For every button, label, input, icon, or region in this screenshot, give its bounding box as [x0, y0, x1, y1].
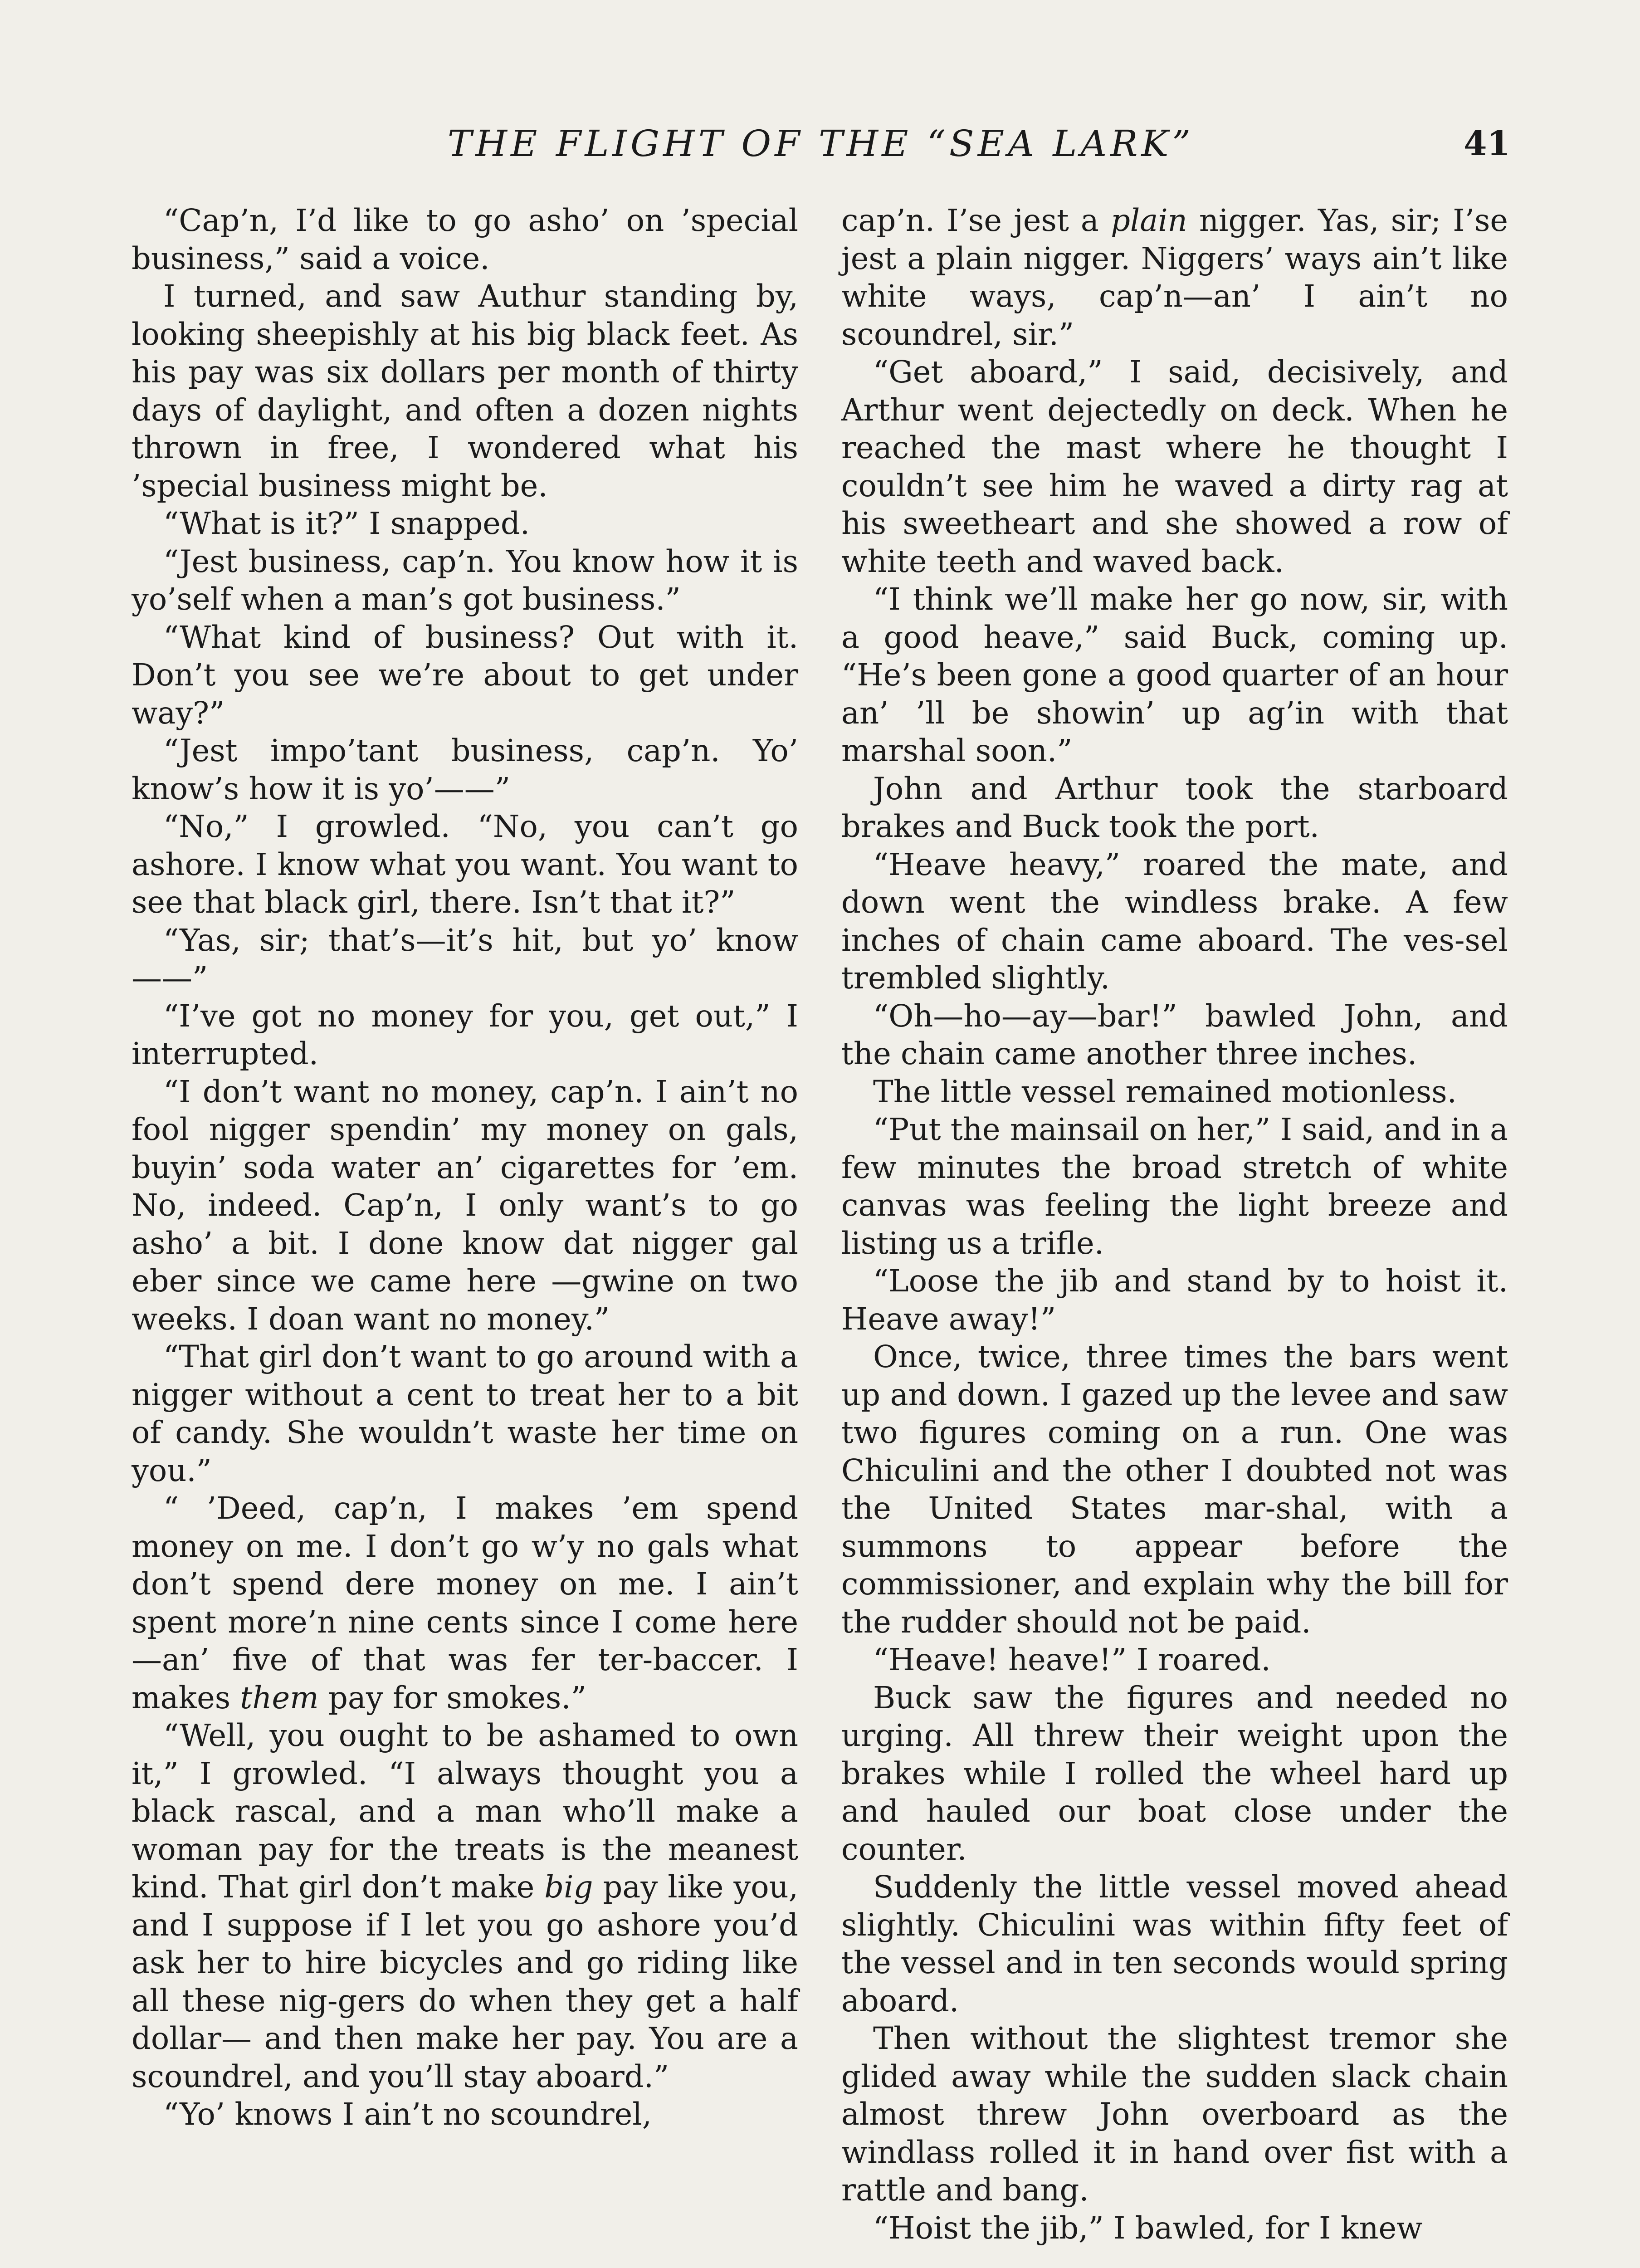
- running-header: [132, 119, 1510, 169]
- paragraph: “Cap’n, I’d like to go asho’ on ’special business,” said a voice.: [132, 203, 798, 276]
- page-number: 41: [1464, 124, 1510, 163]
- right-text-column: [841, 202, 1508, 2247]
- paragraph: “Heave heavy,” roared the mate, and down went the windless brake. A few inches of chain came aboard. The ves-sel trembled slightly.: [841, 846, 1508, 996]
- paragraph: “Yas, sir; that’s—it’s hit, but yo’ know——”: [132, 922, 798, 996]
- paragraph: “Heave! heave!” I roared.: [873, 1642, 1271, 1677]
- paragraph: “I don’t want no money, cap’n. I ain’t no fool nigger spendin’ my money on gals, buyin’ soda water an’ cigarettes for ’em. No, indeed. Cap’n, I only want’s to go asho’ a bit. I done know dat nigger gal eber since we came here —gwine on two weeks. I doan want no money.”: [132, 1074, 798, 1337]
- paragraph: “I’ve got no money for you, get out,” I interrupted.: [132, 998, 798, 1071]
- paragraph: “Jest business, cap’n. You know how it is yo’self when a man’s got business.”: [132, 543, 798, 617]
- paragraph: cap’n. I’se jest a plain nigger. Yas, sir; I’se jest a plain nigger. Niggers’ ways ain’t like white ways, cap’n—an’ I ain’t no scoundrel, sir.”: [841, 203, 1508, 352]
- paragraph: “Oh—ho—ay—bar!” bawled John, and the chain came another three inches.: [841, 998, 1508, 1071]
- paragraph: “What kind of business? Out with it. Don’t you see we’re about to get under way?”: [132, 619, 798, 731]
- paragraph: “No,” I growled. “No, you can’t go ashore. I know what you want. You want to see that black girl, there. Isn’t that it?”: [132, 809, 798, 920]
- running-title: THE FLIGHT OF THE “SEA LARK”: [447, 122, 1195, 165]
- paragraph: “What is it?” I snapped.: [163, 506, 530, 541]
- paragraph: “Hoist the jib,” I bawled, for I knew: [873, 2210, 1423, 2246]
- paragraph: “ ’Deed, cap’n, I makes ’em spend money on me. I don’t go w’y no gals what don’t spend dere money on me. I ain’t spent more’n nine cents since I come here—an’ five of that was fer ter-baccer. I makes them pay for smokes.”: [132, 1491, 798, 1716]
- paragraph: The little vessel remained motionless.: [873, 1074, 1457, 1110]
- paragraph: Then without the slightest tremor she glided away while the sudden slack chain almost threw John overboard as the windlass rolled it in hand over fist with a rattle and bang.: [841, 2021, 1508, 2208]
- paragraph: I turned, and saw Authur standing by, looking sheepishly at his big black feet. As his pay was six dollars per month of thirty days of daylight, and often a dozen nights thrown in free, I wondered what his ’special business might be.: [132, 279, 798, 503]
- paragraph: Once, twice, three times the bars went up and down. I gazed up the levee and saw two figures coming on a run. One was Chiculini and the other I doubted not was the United States mar-shal, with a summons to appear before the commissioner, and explain why the bill for the rudder should not be paid.: [841, 1339, 1508, 1640]
- paragraph: “Well, you ought to be ashamed to own it,” I growled. “I always thought you a black rascal, and a man who’ll make a woman pay for the treats is the meanest kind. That girl don’t make big pay like you, and I suppose if I let you go ashore you’d ask her to hire bicycles and go riding like all these nig-gers do when they get a half dollar— and then make her pay. You are a scoundrel, and you’ll stay aboard.”: [132, 1718, 798, 2094]
- paragraph: “Yo’ knows I ain’t no scoundrel,: [163, 2097, 652, 2132]
- left-text-column: [132, 202, 798, 2134]
- paragraph: “Put the mainsail on her,” I said, and in a few minutes the broad stretch of white canvas was feeling the light breeze and listing us a trifle.: [841, 1112, 1508, 1261]
- paragraph: Suddenly the little vessel moved ahead slightly. Chiculini was within fifty feet of the vessel and in ten seconds would spring aboard.: [841, 1869, 1508, 2019]
- paragraph: “That girl don’t want to go around with a nigger without a cent to treat her to a bit of candy. She wouldn’t waste her time on you.”: [132, 1339, 798, 1488]
- paragraph: “Loose the jib and stand by to hoist it. Heave away!”: [841, 1263, 1508, 1337]
- paragraph: Buck saw the figures and needed no urging. All threw their weight upon the brakes while I rolled the wheel hard up and hauled our boat close under the counter.: [841, 1680, 1508, 1867]
- paragraph: “I think we’ll make her go now, sir, with a good heave,” said Buck, coming up. “He’s been gone a good quarter of an hour an’ ’ll be showin’ up ag’in with that marshal soon.”: [841, 582, 1508, 768]
- paragraph: John and Arthur took the starboard brakes and Buck took the port.: [841, 771, 1508, 844]
- paragraph: “Get aboard,” I said, decisively, and Arthur went dejectedly on deck. When he reached the mast where he thought I couldn’t see him he waved a dirty rag at his sweetheart and she showed a row of white teeth and waved back.: [841, 354, 1508, 579]
- paragraph: “Jest impo’tant business, cap’n. Yo’ know’s how it is yo’——”: [132, 733, 798, 807]
